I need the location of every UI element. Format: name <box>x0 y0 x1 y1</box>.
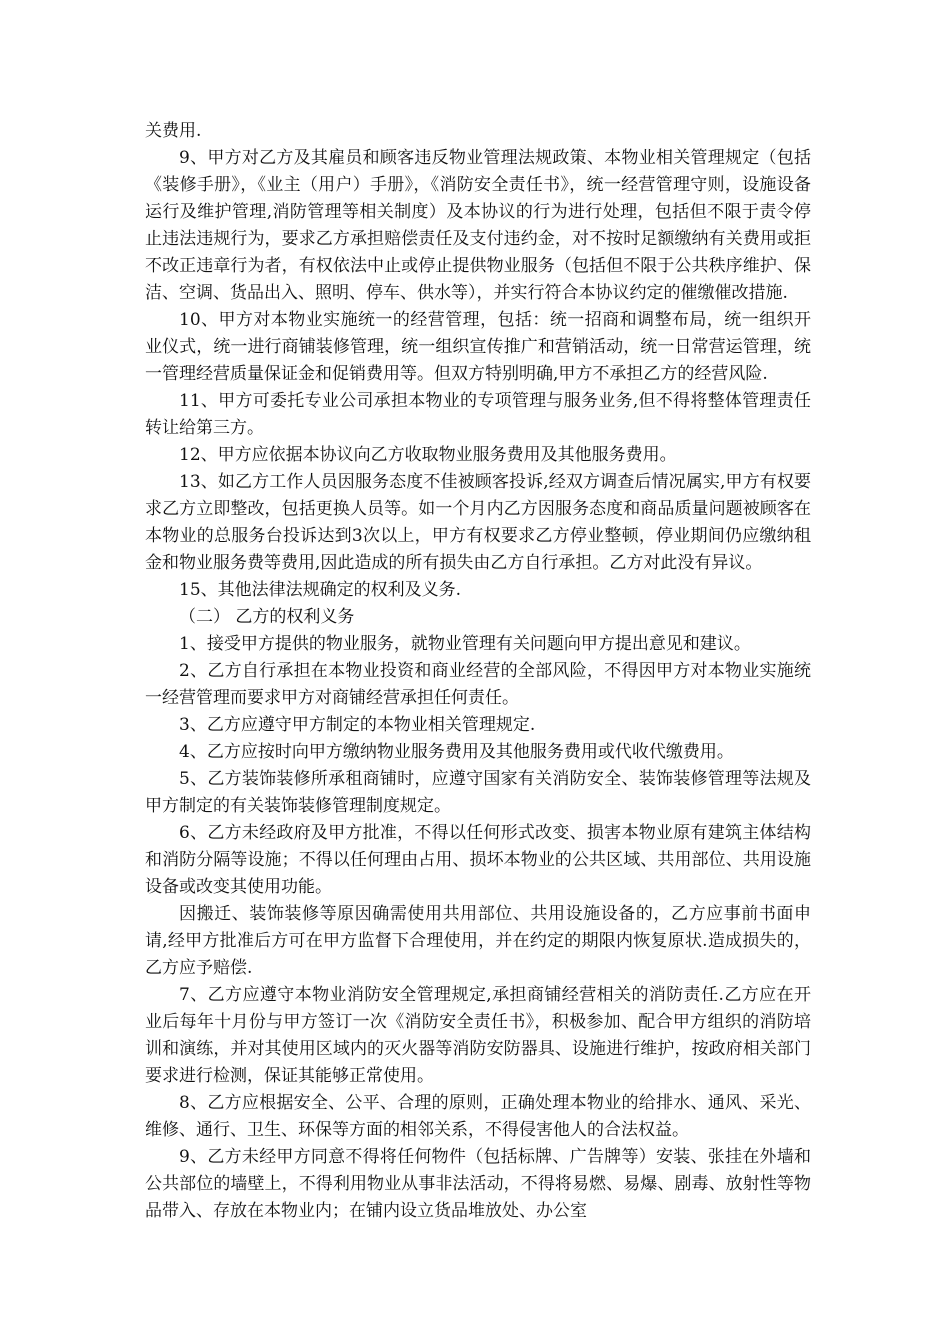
paragraph-clause-6-continued: 因搬迁、装饰装修等原因确需使用共用部位、共用设施设备的，乙方应事前书面申请,经甲方批准后方可在甲方监督下合理使用，并在约定的期限内恢复原状.造成损失的，乙方应予赔偿. <box>145 904 811 978</box>
paragraph-clause-10-party-a: 10、甲方对本物业实施统一的经营管理，包括：统一招商和调整布局，统一组织开业仪式，统一进行商铺装修管理，统一组织宣传推广和营销活动，统一日常营运管理，统一管理经营质量保证金和促销费用等。但双方特别明确,甲方不承担乙方的经营风险. <box>145 310 811 384</box>
paragraph-clause-15-party-a: 15、其他法律法规确定的权利及义务. <box>179 580 462 600</box>
paragraph-clause-8-party-b: 8、乙方应根据安全、公平、合理的原则，正确处理本物业的给排水、通风、采光、维修、通行、卫生、环保等方面的相邻关系，不得侵害他人的合法权益。 <box>145 1093 811 1140</box>
paragraph-continuation: 关费用. <box>145 121 202 141</box>
paragraph-clause-6-party-b: 6、乙方未经政府及甲方批准，不得以任何形式改变、损害本物业原有建筑主体结构和消防分隔等设施；不得以任何理由占用、损坏本物业的公共区域、共用部位、共用设施设备或改变其使用功能。 <box>145 823 811 897</box>
paragraph-clause-2-party-b: 2、乙方自行承担在本物业投资和商业经营的全部风险，不得因甲方对本物业实施统一经营管理而要求甲方对商铺经营承担任何责任。 <box>145 661 811 708</box>
paragraph-clause-4-party-b: 4、乙方应按时向甲方缴纳物业服务费用及其他服务费用或代收代缴费用。 <box>179 742 734 762</box>
paragraph-clause-12-party-a: 12、甲方应依据本协议向乙方收取物业服务费用及其他服务费用。 <box>179 445 677 465</box>
paragraph-clause-13-party-a: 13、如乙方工作人员因服务态度不佳被顾客投诉,经双方调查后情况属实,甲方有权要求乙方立即整改，包括更换人员等。如一个月内乙方因服务态度和商品质量问题被顾客在本物业的总服务台投诉达到3次以上，甲方有权要求乙方停业整顿，停业期间仍应缴纳租金和物业服务费等费用,因此造成的所有损失由乙方自行承担。乙方对此没有异议。 <box>145 472 811 573</box>
paragraph-clause-3-party-b: 3、乙方应遵守甲方制定的本物业相关管理规定. <box>179 715 536 735</box>
paragraph-clause-9-party-b: 9、乙方未经甲方同意不得将任何物件（包括标牌、广告牌等）安装、张挂在外墙和公共部位的墙壁上，不得利用物业从事非法活动，不得将易燃、易爆、剧毒、放射性等物品带入、存放在本物业内；在铺内设立货品堆放处、办公室 <box>145 1147 811 1221</box>
section-heading-party-b: （二） 乙方的权利义务 <box>179 607 355 627</box>
paragraph-clause-7-party-b: 7、乙方应遵守本物业消防安全管理规定,承担商铺经营相关的消防责任.乙方应在开业后每年十月份与甲方签订一次《消防安全责任书》，积极参加、配合甲方组织的消防培训和演练，并对其使用区域内的灭火器等消防安防器具、设施进行维护，按政府相关部门要求进行检测，保证其能够正常使用。 <box>145 985 811 1086</box>
paragraph-clause-1-party-b: 1、接受甲方提供的物业服务，就物业管理有关问题向甲方提出意见和建议。 <box>179 634 751 654</box>
paragraph-clause-9-party-a: 9、甲方对乙方及其雇员和顾客违反物业管理法规政策、本物业相关管理规定（包括《装修手册》，《业主（用户）手册》，《消防安全责任书》，统一经营管理守则，设施设备运行及维护管理,消防管理等相关制度）及本协议的行为进行处理，包括但不限于责令停止违法违规行为，要求乙方承担赔偿责任及支付违约金，对不按时足额缴纳有关费用或拒不改正违章行为者，有权依法中止或停止提供物业服务（包括但不限于公共秩序维护、保洁、空调、货品出入、照明、停车、供水等），并实行符合本协议约定的催缴催改措施. <box>145 148 811 303</box>
paragraph-clause-5-party-b: 5、乙方装饰装修所承租商铺时，应遵守国家有关消防安全、装饰装修管理等法规及甲方制定的有关装饰装修管理制度规定。 <box>145 769 811 816</box>
document-body <box>145 118 811 1225</box>
paragraph-clause-11-party-a: 11、甲方可委托专业公司承担本物业的专项管理与服务业务,但不得将整体管理责任转让给第三方。 <box>145 391 811 438</box>
